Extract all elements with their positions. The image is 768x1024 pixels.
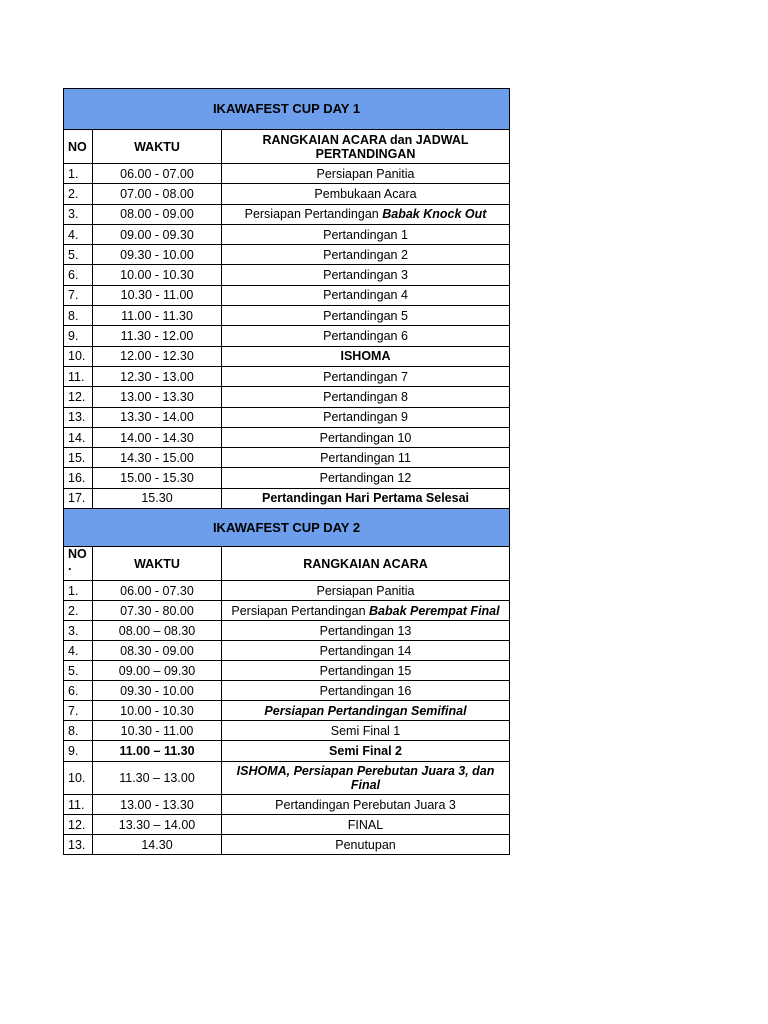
row-activity [222,601,510,621]
row-time: 11.00 - 11.30 [93,306,222,326]
row-number: 3. [64,204,93,224]
day2-table-row [64,661,510,681]
row-number: 2. [64,601,93,621]
day1-table-row [64,387,510,407]
activity-text: Persiapan Pertandingan [231,603,369,618]
row-number: 15. [64,448,93,468]
row-activity: Pertandingan 15 [222,661,510,681]
row-number: 8. [64,306,93,326]
row-activity: Persiapan Panitia [222,581,510,601]
row-time: 12.30 - 13.00 [93,366,222,386]
day1-column-header-row [64,130,510,164]
day1-table-row [64,407,510,427]
row-activity: ISHOMA, Persiapan Perebutan Juara 3, dan Final [222,762,510,795]
row-number: 4. [64,641,93,661]
row-activity: Pertandingan 16 [222,681,510,701]
day2-table-row [64,581,510,601]
row-time: 09.30 - 10.00 [93,245,222,265]
row-number: 10. [64,762,93,795]
row-activity: Pertandingan Hari Pertama Selesai [222,488,510,508]
row-activity: Pertandingan 8 [222,387,510,407]
day1-table-row [64,204,510,224]
day1-table-row [64,184,510,204]
row-activity: Pertandingan 9 [222,407,510,427]
day1-table-row [64,366,510,386]
day1-title: IKAWAFEST CUP DAY 1 [64,89,510,130]
row-time: 13.00 - 13.30 [93,387,222,407]
day1-table-row [64,306,510,326]
day2-column-header-row [64,547,510,581]
day2-header-no: NO . [64,547,93,581]
activity-emphasis: Babak Knock Out [382,207,487,222]
day2-table-row [64,621,510,641]
row-time: 10.30 - 11.00 [93,285,222,305]
day1-table-row [64,448,510,468]
row-number: 6. [64,681,93,701]
row-activity: Pertandingan 12 [222,468,510,488]
day2-table-row [64,815,510,835]
row-number: 17. [64,488,93,508]
schedule-table [63,88,510,855]
row-number: 14. [64,427,93,447]
row-activity: Semi Final 1 [222,721,510,741]
activity-emphasis: Babak Perempat Final [369,603,500,618]
row-time: 15.00 - 15.30 [93,468,222,488]
row-activity: Pertandingan Perebutan Juara 3 [222,795,510,815]
row-time: 08.30 - 09.00 [93,641,222,661]
row-number: 9. [64,326,93,346]
activity-text: Persiapan Pertandingan [244,207,383,222]
row-activity: Pertandingan 4 [222,285,510,305]
row-time: 06.00 - 07.30 [93,581,222,601]
row-time: 08.00 – 08.30 [93,621,222,641]
day2-table-row [64,601,510,621]
row-time: 10.30 - 11.00 [93,721,222,741]
row-time: 15.30 [93,488,222,508]
day2-header-acara: RANGKAIAN ACARA [222,547,510,581]
row-number: 12. [64,387,93,407]
row-number: 13. [64,407,93,427]
day1-title-row [64,89,510,130]
row-time: 14.30 [93,835,222,855]
row-time: 14.30 - 15.00 [93,448,222,468]
day1-header-waktu: WAKTU [93,130,222,164]
day1-table-row [64,427,510,447]
row-time: 09.00 – 09.30 [93,661,222,681]
day2-header-waktu: WAKTU [93,547,222,581]
row-number: 8. [64,721,93,741]
row-activity: Pertandingan 11 [222,448,510,468]
row-number: 7. [64,285,93,305]
row-activity: Semi Final 2 [222,741,510,762]
row-time: 13.30 - 14.00 [93,407,222,427]
row-number: 9. [64,741,93,762]
day2-table-row [64,721,510,741]
row-activity: Pertandingan 1 [222,224,510,244]
row-number: 6. [64,265,93,285]
row-activity: Pertandingan 3 [222,265,510,285]
day2-title-row [64,509,510,547]
row-number: 10. [64,346,93,366]
row-activity: Pertandingan 2 [222,245,510,265]
day1-table-row [64,488,510,508]
row-activity [222,204,510,224]
row-time: 11.30 – 13.00 [93,762,222,795]
day1-table-row [64,326,510,346]
row-activity: ISHOMA [222,346,510,366]
day1-table-row [64,285,510,305]
day2-table-row [64,701,510,721]
row-activity: Persiapan Panitia [222,164,510,184]
row-activity: FINAL [222,815,510,835]
day2-title: IKAWAFEST CUP DAY 2 [64,509,510,547]
day2-table-row [64,741,510,762]
row-number: 11. [64,795,93,815]
row-number: 7. [64,701,93,721]
day2-table-row [64,835,510,855]
row-time: 11.30 - 12.00 [93,326,222,346]
row-activity: Pertandingan 7 [222,366,510,386]
row-time: 13.30 – 14.00 [93,815,222,835]
row-number: 2. [64,184,93,204]
schedule-body [64,89,510,855]
row-time: 14.00 - 14.30 [93,427,222,447]
row-number: 13. [64,835,93,855]
row-number: 5. [64,661,93,681]
row-activity: Penutupan [222,835,510,855]
row-number: 16. [64,468,93,488]
row-time: 08.00 - 09.00 [93,204,222,224]
day1-header-acara: RANGKAIAN ACARA dan JADWAL PERTANDINGAN [222,130,510,164]
row-time: 12.00 - 12.30 [93,346,222,366]
day2-table-row [64,681,510,701]
row-time: 09.00 - 09.30 [93,224,222,244]
row-number: 11. [64,366,93,386]
day2-table-row [64,795,510,815]
row-time: 10.00 - 10.30 [93,265,222,285]
day2-table-row [64,641,510,661]
row-activity: Pembukaan Acara [222,184,510,204]
row-activity: Pertandingan 13 [222,621,510,641]
day1-table-row [64,468,510,488]
row-time: 07.30 - 80.00 [93,601,222,621]
row-time: 06.00 - 07.00 [93,164,222,184]
day1-table-row [64,265,510,285]
row-number: 1. [64,164,93,184]
day1-table-row [64,346,510,366]
row-number: 3. [64,621,93,641]
row-time: 11.00 – 11.30 [93,741,222,762]
day1-table-row [64,164,510,184]
row-time: 07.00 - 08.00 [93,184,222,204]
row-time: 13.00 - 13.30 [93,795,222,815]
row-number: 1. [64,581,93,601]
day2-table-row [64,762,510,795]
row-activity: Pertandingan 6 [222,326,510,346]
row-activity: Persiapan Pertandingan Semifinal [222,701,510,721]
day1-table-row [64,245,510,265]
row-number: 12. [64,815,93,835]
row-activity: Pertandingan 5 [222,306,510,326]
day1-header-no: NO [64,130,93,164]
row-activity: Pertandingan 10 [222,427,510,447]
row-time: 10.00 - 10.30 [93,701,222,721]
row-number: 5. [64,245,93,265]
row-activity: Pertandingan 14 [222,641,510,661]
day1-table-row [64,224,510,244]
row-time: 09.30 - 10.00 [93,681,222,701]
row-number: 4. [64,224,93,244]
